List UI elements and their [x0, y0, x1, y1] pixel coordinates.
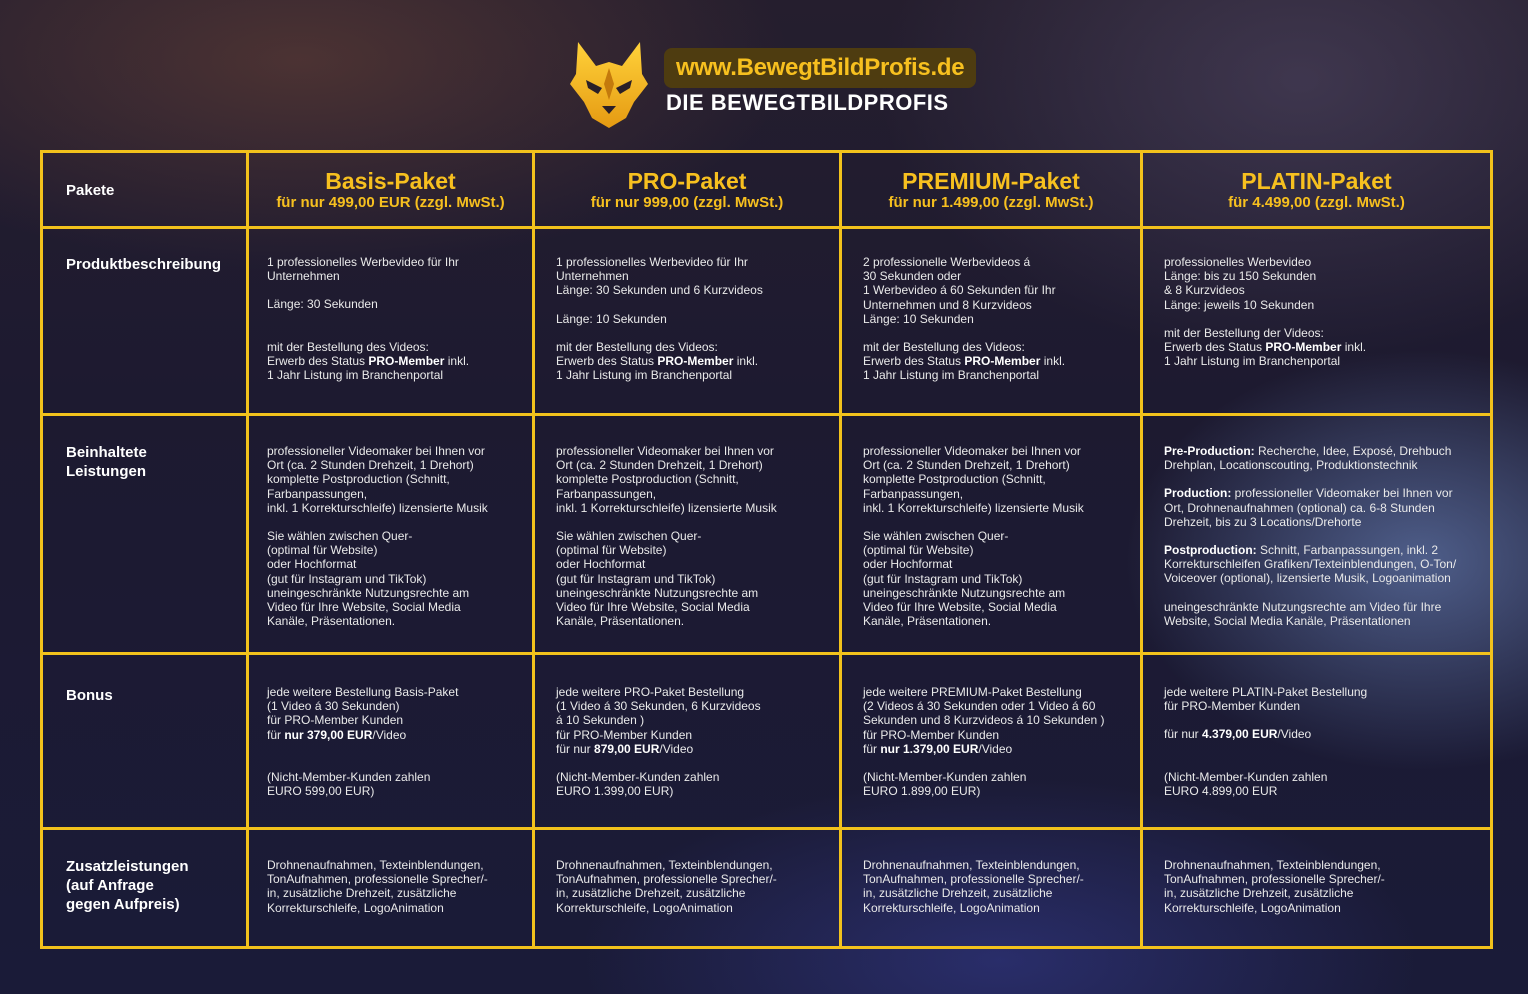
text-line: mit der Bestellung des Videos:	[556, 339, 718, 354]
text-line: & 8 Kurzvideos	[1164, 283, 1245, 298]
text-line: für PRO-Member Kunden	[556, 727, 693, 742]
row-divider	[40, 652, 1493, 655]
text-line: (optimal für Website)	[267, 543, 378, 558]
text-line: Kanäle, Präsentationen.	[267, 614, 396, 629]
text-span: /Video	[659, 741, 694, 756]
row-label-line: Leistungen	[66, 463, 147, 480]
text-line: in, zusätzliche Drehzeit, zusätzliche	[1164, 886, 1354, 901]
package-title: PRO-Paket	[627, 168, 747, 194]
zusatz-premium	[843, 858, 1140, 915]
row-label-line: Zusatzleistungen	[66, 858, 189, 875]
text-line: (gut für Instagram und TikTok)	[267, 571, 427, 586]
text-line: Unternehmen und 8 Kurzvideos	[863, 297, 1032, 312]
text-line: in, zusätzliche Drehzeit, zusätzliche	[556, 886, 746, 901]
column-divider	[1140, 150, 1143, 949]
leistungen-premium	[843, 444, 1140, 628]
package-title: PLATIN-Paket	[1241, 168, 1392, 194]
text-line: in, zusätzliche Drehzeit, zusätzliche	[267, 886, 457, 901]
text-line	[863, 354, 1122, 368]
text-line: inkl. 1 Korrekturschleife) lizensierte Musik	[863, 500, 1084, 515]
text-span: professioneller Videomaker bei Ihnen vor	[1231, 486, 1453, 501]
text-line: TonAufnahmen, professionelle Sprecher/-	[556, 872, 777, 887]
zusatz-basis	[247, 858, 532, 915]
text-line: Sie wählen zwischen Quer-	[556, 529, 702, 544]
text-line: 1 professionelles Werbevideo für Ihr	[267, 255, 459, 269]
text-line: Ort, Drohnenaufnahmen (optional) ca. 6-8 Stunden	[1164, 500, 1435, 515]
produkt-pro	[536, 255, 839, 382]
package-price: für 4.499,00 (zzgl. MwSt.)	[1228, 194, 1405, 211]
package-price: für nur 1.499,00 (zzgl. MwSt.)	[888, 194, 1094, 211]
text-line	[1164, 486, 1472, 500]
text-line: Drohnenaufnahmen, Texteinblendungen,	[267, 858, 484, 872]
text-line: 1 professionelles Werbevideo für Ihr	[556, 255, 748, 269]
text-line: (gut für Instagram und TikTok)	[556, 571, 716, 586]
text-line: 30 Sekunden oder	[863, 269, 962, 284]
package-header-platin	[1143, 168, 1490, 212]
text-line: professioneller Videomaker bei Ihnen vor	[267, 444, 485, 458]
row-label-line: Beinhaltete	[66, 444, 147, 461]
package-header-pro	[535, 168, 839, 212]
text-line: TonAufnahmen, professionelle Sprecher/-	[1164, 872, 1385, 887]
zusatz-platin	[1144, 858, 1490, 915]
text-line: Sekunden und 8 Kurzvideos á 10 Sekunden )	[863, 713, 1105, 728]
package-comparison-table	[40, 150, 1493, 949]
pro-member-label: PRO-Member	[964, 354, 1041, 369]
website-url-badge[interactable]	[664, 48, 976, 88]
text-line: inkl. 1 Korrekturschleife) lizensierte Musik	[556, 500, 777, 515]
text-line	[1164, 543, 1472, 557]
text-line: mit der Bestellung des Videos:	[267, 339, 429, 354]
text-line: Drohnenaufnahmen, Texteinblendungen,	[1164, 858, 1381, 872]
leistungen-platin	[1144, 444, 1490, 628]
produkt-premium	[843, 255, 1140, 383]
text-line: 1 Jahr Listung im Branchenportal	[556, 368, 733, 383]
text-line: uneingeschränkte Nutzungsrechte am	[267, 585, 470, 600]
table-border-bottom	[40, 946, 1493, 949]
text-line: Korrekturschleifen Grafiken/Texteinblendungen, O-Ton/	[1164, 557, 1457, 572]
leistungen-basis	[247, 444, 532, 628]
package-header-premium	[842, 168, 1140, 212]
text-line	[863, 742, 1122, 756]
row-divider	[40, 413, 1493, 416]
text-line: EURO 1.899,00 EUR)	[863, 784, 981, 799]
text-line: Länge: jeweils 10 Sekunden	[1164, 297, 1315, 312]
text-span: /Video	[1277, 727, 1312, 742]
text-line: (1 Video á 30 Sekunden, 6 Kurzvideos	[556, 699, 761, 714]
text-line: Drehplan, Locationscouting, Produktionstechnik	[1164, 458, 1418, 473]
text-line: Korrekturschleife, LogoAnimation	[1164, 900, 1341, 915]
text-line: Sie wählen zwischen Quer-	[863, 529, 1009, 544]
leistungen-pro	[536, 444, 839, 628]
text-line	[1164, 727, 1472, 741]
table-border-right	[1490, 150, 1493, 949]
row-label-produktbeschreibung: Produktbeschreibung	[66, 256, 222, 273]
text-line	[1164, 340, 1472, 354]
text-line: Sie wählen zwischen Quer-	[267, 529, 413, 544]
wolf-logo-icon	[568, 40, 650, 130]
column-divider	[532, 150, 535, 949]
text-line: Video für Ihre Website, Social Media	[863, 600, 1057, 615]
text-line: Kanäle, Präsentationen.	[556, 614, 685, 629]
text-span: Erwerb des Status	[267, 353, 369, 368]
bonus-premium	[843, 685, 1140, 798]
text-line: jede weitere PRO-Paket Bestellung	[556, 685, 745, 699]
package-title: Basis-Paket	[325, 168, 456, 194]
text-line: für PRO-Member Kunden	[1164, 699, 1301, 714]
package-title: PREMIUM-Paket	[902, 168, 1080, 194]
row-label-pakete: Pakete	[66, 182, 115, 199]
text-line: EURO 4.899,00 EUR	[1164, 783, 1278, 798]
text-line: inkl. 1 Korrekturschleife) lizensierte Musik	[267, 500, 488, 515]
bonus-pro	[536, 685, 839, 798]
text-line: Farbanpassungen,	[863, 486, 964, 501]
text-line: á 10 Sekunden )	[556, 713, 645, 728]
text-span: Erwerb des Status	[556, 354, 658, 369]
text-line: Farbanpassungen,	[556, 486, 657, 501]
package-price: für nur 999,00 (zzgl. MwSt.)	[590, 194, 784, 211]
text-span: für	[863, 741, 881, 756]
row-label-zusatzleistungen	[43, 857, 246, 914]
text-line: Korrekturschleife, LogoAnimation	[556, 900, 733, 915]
produkt-basis	[247, 255, 532, 382]
text-line: Länge: 10 Sekunden	[556, 311, 667, 326]
text-line: uneingeschränkte Nutzungsrechte am	[556, 585, 759, 600]
bonus-platin	[1144, 685, 1490, 798]
produkt-platin	[1144, 255, 1490, 368]
row-label-leistungen	[43, 443, 246, 481]
text-span: für nur	[556, 741, 595, 756]
package-price: für nur 499,00 EUR (zzgl. MwSt.)	[276, 194, 505, 211]
text-line: mit der Bestellung des Videos:	[863, 340, 1025, 355]
text-span: inkl.	[733, 354, 759, 369]
website-url[interactable]: www.BewegtBildProfis.de	[676, 54, 965, 81]
text-line: Farbanpassungen,	[267, 486, 368, 501]
text-line: (optimal für Website)	[556, 543, 667, 558]
text-line: 2 professionelle Werbevideos á	[863, 255, 1031, 269]
text-line: (Nicht-Member-Kunden zahlen	[267, 769, 431, 784]
text-line: Drohnenaufnahmen, Texteinblendungen,	[863, 858, 1080, 872]
column-divider	[839, 150, 842, 949]
text-line: TonAufnahmen, professionelle Sprecher/-	[863, 872, 1084, 887]
text-line: komplette Postproduction (Schnitt,	[863, 472, 1046, 487]
text-line: oder Hochformat	[267, 557, 357, 572]
text-line: Video für Ihre Website, Social Media	[267, 600, 461, 615]
text-line: 1 Jahr Listung im Branchenportal	[1164, 354, 1341, 369]
text-line: EURO 599,00 EUR)	[267, 784, 375, 799]
row-label-bonus: Bonus	[66, 687, 113, 704]
row-label-line: gegen Aufpreis)	[66, 896, 180, 913]
text-line: 1 Jahr Listung im Branchenportal	[267, 368, 444, 383]
zusatz-pro	[536, 858, 839, 915]
text-line: Ort (ca. 2 Stunden Drehzeit, 1 Drehort)	[556, 458, 763, 473]
text-line: Drehzeit, bis zu 3 Locations/Drehorte	[1164, 514, 1362, 529]
text-line: oder Hochformat	[556, 557, 646, 572]
postproduction-label: Postproduction:	[1164, 543, 1257, 558]
text-line: mit der Bestellung der Videos:	[1164, 325, 1324, 340]
text-line: Länge: 30 Sekunden	[267, 297, 378, 312]
text-line: in, zusätzliche Drehzeit, zusätzliche	[863, 886, 1053, 901]
text-span: Schnitt, Farbanpassungen, inkl. 2	[1256, 543, 1439, 558]
text-line: uneingeschränkte Nutzungsrechte am	[863, 585, 1066, 600]
text-line: Korrekturschleife, LogoAnimation	[863, 900, 1040, 915]
text-line: Ort (ca. 2 Stunden Drehzeit, 1 Drehort)	[267, 458, 474, 473]
brand-name: DIE BEWEGTBILDPROFIS	[666, 90, 949, 115]
text-line: EURO 1.399,00 EUR)	[556, 784, 674, 799]
row-divider	[40, 226, 1493, 229]
pre-production-label: Pre-Production:	[1164, 444, 1255, 458]
package-header-basis	[249, 168, 532, 212]
bonus-basis	[247, 685, 532, 798]
text-line: Ort (ca. 2 Stunden Drehzeit, 1 Drehort)	[863, 458, 1070, 473]
text-line: oder Hochformat	[863, 557, 953, 572]
text-line	[1164, 444, 1472, 458]
text-span: für	[267, 727, 285, 742]
text-line: Kanäle, Präsentationen.	[863, 614, 992, 629]
text-line: 1 Jahr Listung im Branchenportal	[863, 368, 1040, 383]
text-span: /Video	[978, 741, 1013, 756]
text-line	[267, 354, 514, 368]
text-line: für PRO-Member Kunden	[267, 713, 404, 728]
text-line: jede weitere Bestellung Basis-Paket	[267, 685, 459, 699]
text-span: /Video	[372, 727, 407, 742]
text-line: (1 Video á 30 Sekunden)	[267, 699, 400, 714]
text-line: professioneller Videomaker bei Ihnen vor	[556, 444, 774, 458]
bonus-price: 879,00 EUR	[594, 741, 660, 756]
text-line: Drohnenaufnahmen, Texteinblendungen,	[556, 858, 773, 872]
text-line: (gut für Instagram und TikTok)	[863, 571, 1023, 586]
text-line: jede weitere PLATIN-Paket Bestellung	[1164, 685, 1368, 699]
text-line: für PRO-Member Kunden	[863, 727, 1000, 742]
table-border-top	[40, 150, 1493, 153]
pro-member-label: PRO-Member	[368, 353, 445, 368]
text-line: professionelles Werbevideo	[1164, 255, 1312, 269]
text-span: Erwerb des Status	[863, 354, 965, 369]
text-line: jede weitere PREMIUM-Paket Bestellung	[863, 685, 1082, 699]
text-line: Voiceover (optional), lizensierte Musik, Logoanimation	[1164, 571, 1451, 586]
row-label-line: (auf Anfrage	[66, 877, 154, 894]
text-line	[267, 728, 514, 742]
production-label: Production:	[1164, 486, 1232, 501]
text-line: komplette Postproduction (Schnitt,	[267, 472, 450, 487]
header	[0, 0, 1528, 140]
text-line: TonAufnahmen, professionelle Sprecher/-	[267, 872, 488, 887]
text-span: Erwerb des Status	[1164, 340, 1266, 355]
text-line: (optimal für Website)	[863, 543, 974, 558]
text-span: inkl.	[1341, 340, 1367, 355]
text-span: inkl.	[1040, 354, 1066, 369]
pro-member-label: PRO-Member	[1265, 340, 1342, 355]
text-line: (2 Videos á 30 Sekunden oder 1 Video á 60	[863, 699, 1096, 714]
text-line: 1 Werbevideo á 60 Sekunden für Ihr	[863, 283, 1056, 298]
text-line	[556, 354, 821, 368]
text-line: Unternehmen	[556, 269, 629, 284]
bonus-price: 4.379,00 EUR	[1202, 727, 1278, 742]
text-line: uneingeschränkte Nutzungsrechte am Video für Ihre	[1164, 599, 1442, 614]
bonus-price: nur 1.379,00 EUR	[880, 741, 979, 756]
text-line: Länge: bis zu 150 Sekunden	[1164, 269, 1317, 284]
text-line	[556, 742, 821, 756]
text-line: (Nicht-Member-Kunden zahlen	[863, 770, 1027, 785]
text-line: professioneller Videomaker bei Ihnen vor	[863, 444, 1081, 458]
text-span: inkl.	[444, 353, 470, 368]
text-line: Video für Ihre Website, Social Media	[556, 600, 750, 615]
text-span: für nur	[1164, 727, 1203, 742]
pro-member-label: PRO-Member	[657, 354, 734, 369]
text-line: Website, Social Media Kanäle, Präsentationen	[1164, 613, 1411, 628]
text-line: komplette Postproduction (Schnitt,	[556, 472, 739, 487]
text-line: Korrekturschleife, LogoAnimation	[267, 900, 444, 915]
text-line: (Nicht-Member-Kunden zahlen	[556, 770, 720, 785]
bonus-price: nur 379,00 EUR	[284, 727, 373, 742]
text-line: (Nicht-Member-Kunden zahlen	[1164, 769, 1328, 784]
text-line: Länge: 30 Sekunden und 6 Kurzvideos	[556, 283, 763, 298]
text-line: Unternehmen	[267, 269, 340, 284]
text-line: Länge: 10 Sekunden	[863, 311, 974, 326]
row-divider	[40, 827, 1493, 830]
text-span: Recherche, Idee, Exposé, Drehbuch	[1254, 444, 1452, 458]
